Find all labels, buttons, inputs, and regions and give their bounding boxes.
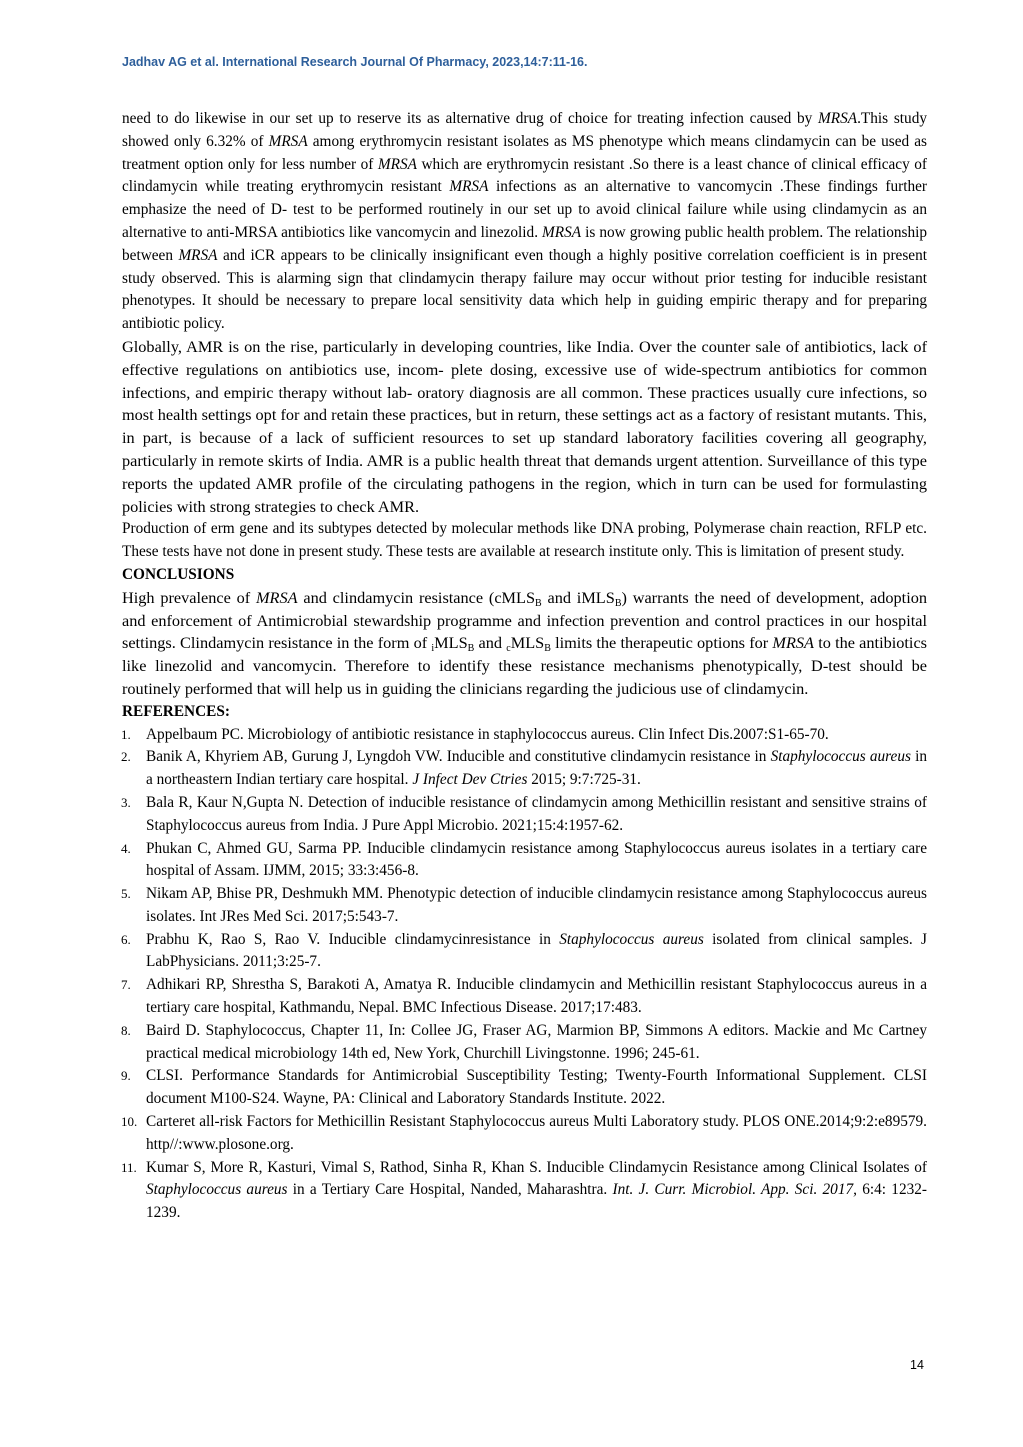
reference-text: Appelbaum PC. Microbiology of antibiotic resistance in staphylococcus aureus. Clin Infect Dis.2007:S1-65-70. (146, 725, 829, 743)
reference-item (122, 929, 927, 975)
reference-item (122, 746, 927, 792)
text-run: and clindamycin resistance (cMLS (297, 587, 536, 607)
reference-number: 3. (121, 794, 131, 810)
reference-text: Bala R, Kaur N,Gupta N. Detection of inducible resistance of clindamycin among Methicillin resistant and sensitive strains of Staphylococcus aureus from India. J Pure Appl Microbio. 2021;15:4:1957-62. (146, 793, 927, 834)
reference-item (122, 792, 927, 838)
text-run: MLS (510, 633, 545, 653)
text-run: to the antibiotics like linezolid and vancomycin. Therefore to identify these resistance mechanisms phenotypically, D-test should be routinely performed that will help us in guiding the clinicians regarding the judicious use of clindamycin. (122, 633, 928, 698)
body-text (122, 108, 927, 1225)
text-run: ) warrants the need of development, adoption and enforcement of Antimicrobial stewardship programme and infection prevention and control practices in our hospital settings. Clindamycin resistance in the form of (122, 587, 928, 653)
conclusions-heading: CONCLUSIONS (122, 565, 235, 583)
text-run: limits the therapeutic options for (550, 633, 773, 653)
subscript: B (544, 643, 551, 655)
mrsa-term: MRSA (818, 110, 858, 127)
mrsa-term: MRSA (256, 587, 298, 607)
subscript: B (535, 597, 542, 609)
subscript: c (506, 643, 511, 655)
reference-list (122, 724, 927, 1226)
reference-text: Banik A, Khyriem AB, Gurung J, Lyngdoh VW. Inducible and constitutive clindamycin resistance in (146, 748, 771, 766)
mrsa-term: MRSA (377, 155, 417, 173)
reference-text: in a Tertiary Care Hospital, Nanded, Maharashtra. (287, 1181, 613, 1199)
text-run: and iCR appears to be clinically insignificant even though a highly positive correlation coefficient is in present study observed. This is alarming sign that clindamycin therapy failure may occur without prior testing for inducible resistant phenotypes. It should be necessary to prepare local sensitivity data which help in guiding empiric therapy and for preparing antibiotic policy. (122, 246, 927, 333)
reference-number: 7. (121, 977, 131, 993)
mrsa-term: MRSA (449, 178, 489, 196)
reference-text: Kumar S, More R, Kasturi, Vimal S, Rathod, Sinha R, Khan S. Inducible Clindamycin Resistance among Clinical Isolates of (146, 1158, 927, 1176)
reference-italic: J Infect Dev Ctries (412, 771, 528, 789)
reference-number: 10. (121, 1114, 138, 1130)
reference-text: Nikam AP, Bhise PR, Deshmukh MM. Phenotypic detection of inducible clindamycin resistance among Staphylococcus aureus isolates. Int JRes Med Sci. 2017;5:543-7. (146, 885, 927, 925)
reference-item (122, 838, 927, 884)
reference-text: Carteret all-risk Factors for Methicillin Resistant Staphylococcus aureus Multi Laboratory study. PLOS ONE.2014;9:2:e89579. http//:www.plosone.org. (146, 1113, 927, 1153)
reference-number: 4. (121, 840, 131, 856)
running-head: Jadhav AG et al. International Research Journal Of Pharmacy, 2023,14:7:11-16. (122, 55, 588, 69)
reference-number: 5. (121, 886, 131, 902)
discussion-paragraph-1 (122, 108, 927, 336)
text-run: and iMLS (541, 587, 615, 607)
conclusions-paragraph (122, 587, 927, 701)
reference-text: 2015; 9:7:725-31. (527, 771, 641, 789)
text-run: infections as an alternative to vancomycin .These findings further emphasize the need of D- test to be performed routinely in our set up to avoid clinical failure while using clindamycin as an alternative to anti-MRSA antibiotics like vancomycin and linezolid. (122, 178, 927, 241)
text-run: is now growing public health problem. The relationship between (122, 223, 927, 264)
text-run: which are erythromycin resistant .So there is a least chance of clinical efficacy of clindamycin while treating erythromycin resistant (122, 155, 927, 196)
text-run: and (474, 633, 507, 653)
subscript: B (614, 597, 622, 609)
text-run: MLS (434, 633, 468, 653)
reference-text: Prabhu K, Rao S, Rao V. Inducible clindamycinresistance in (146, 930, 560, 948)
reference-text: Phukan C, Ahmed GU, Sarma PP. Inducible clindamycin resistance among Staphylococcus aureus isolates in a tertiary care hospital of Assam. IJMM, 2015; 33:3:456-8. (146, 839, 927, 880)
reference-number: 6. (121, 931, 131, 947)
reference-italic: Staphylococcus aureus (559, 930, 704, 948)
subscript: B (467, 643, 475, 655)
reference-italic: Staphylococcus aureus (770, 748, 911, 766)
reference-number: 11. (121, 1159, 137, 1175)
reference-text: isolated from clinical samples. J LabPhysicians. 2011;3:25-7. (146, 930, 927, 971)
mrsa-term: MRSA (268, 132, 308, 150)
reference-number: 8. (121, 1022, 131, 1038)
reference-text: Adhikari RP, Shrestha S, Barakoti A, Amatya R. Inducible clindamycin and Methicillin resistant Staphylococcus aureus in a tertiary care hospital, Kathmandu, Nepal. BMC Infectious Disease. 2017;17:483. (146, 976, 927, 1017)
reference-number: 9. (121, 1068, 131, 1084)
references-heading: REFERENCES: (122, 702, 230, 720)
subscript: i (431, 643, 435, 655)
text-run: High prevalence of (122, 587, 256, 607)
reference-text: Baird D. Staphylococcus, Chapter 11, In: Collee JG, Fraser AG, Marmion BP, Simmons A editors. Mackie and Mc Cartney practical medical microbiology 14th ed, New York, Churchill Livingstonne. 1996; 245-61. (146, 1021, 927, 1062)
reference-item (122, 1020, 927, 1066)
text-run: need to do likewise in our set up to reserve its as alternative drug of choice for treating infection caused by (122, 110, 819, 127)
reference-item (122, 1065, 927, 1111)
reference-item (122, 883, 927, 929)
reference-italic: Staphylococcus aureus (146, 1181, 288, 1199)
reference-number: 1. (121, 726, 131, 742)
reference-item (122, 1111, 927, 1157)
mrsa-term: MRSA (542, 223, 582, 241)
reference-text: CLSI. Performance Standards for Antimicrobial Susceptibility Testing; Twenty-Fourth Informational Supplement. CLSI document M100-S24. Wayne, PA: Clinical and Laboratory Standards Institute. 2022. (146, 1067, 927, 1108)
reference-text: in a northeastern Indian tertiary care hospital. (146, 748, 927, 789)
reference-item (122, 974, 927, 1020)
mrsa-term: MRSA (178, 246, 218, 264)
reference-number: 2. (121, 749, 131, 765)
text-run: .This study showed only 6.32% of (122, 110, 927, 150)
text-run: among erythromycin resistant isolates as MS phenotype which means clindamycin can be used as treatment option only for less number of (122, 132, 928, 173)
reference-item (122, 724, 927, 747)
page-number: 14 (910, 1358, 924, 1372)
reference-item (122, 1157, 927, 1225)
reference-text: 6:4: 1232-1239. (146, 1181, 927, 1222)
discussion-paragraph-2: Globally, AMR is on the rise, particularly in developing countries, like India. Over the counter sale of antibiotics, lack of effective regulations on antibiotics use, incom- plete dosing, excessive use of wide-spectrum antibiotics for common infections, and empiric therapy without lab- oratory diagnosis are all common. These practices usually cure infections, so most health settings opt for and retain these practices, but in return, these settings act as a factory of resistant mutants. This, in part, is because of a lack of sufficient resources to set up standard laboratory facilities covering all geography, particularly in remote skirts of India. AMR is a public health threat that demands urgent attention. Surveillance of this type reports the updated AMR profile of the circulating pathogens in the region, which in turn can be used for formulasting policies with strong strategies to check AMR. (122, 336, 927, 516)
discussion-paragraph-3: Production of erm gene and its subtypes detected by molecular methods like DNA probing, Polymerase chain reaction, RFLP etc. These tests have not done in present study. These tests are available at research institute only. This is limitation of present study. (122, 520, 927, 561)
reference-italic: Int. J. Curr. Microbiol. App. Sci. 2017, (612, 1181, 857, 1199)
mrsa-term: MRSA (772, 633, 814, 653)
